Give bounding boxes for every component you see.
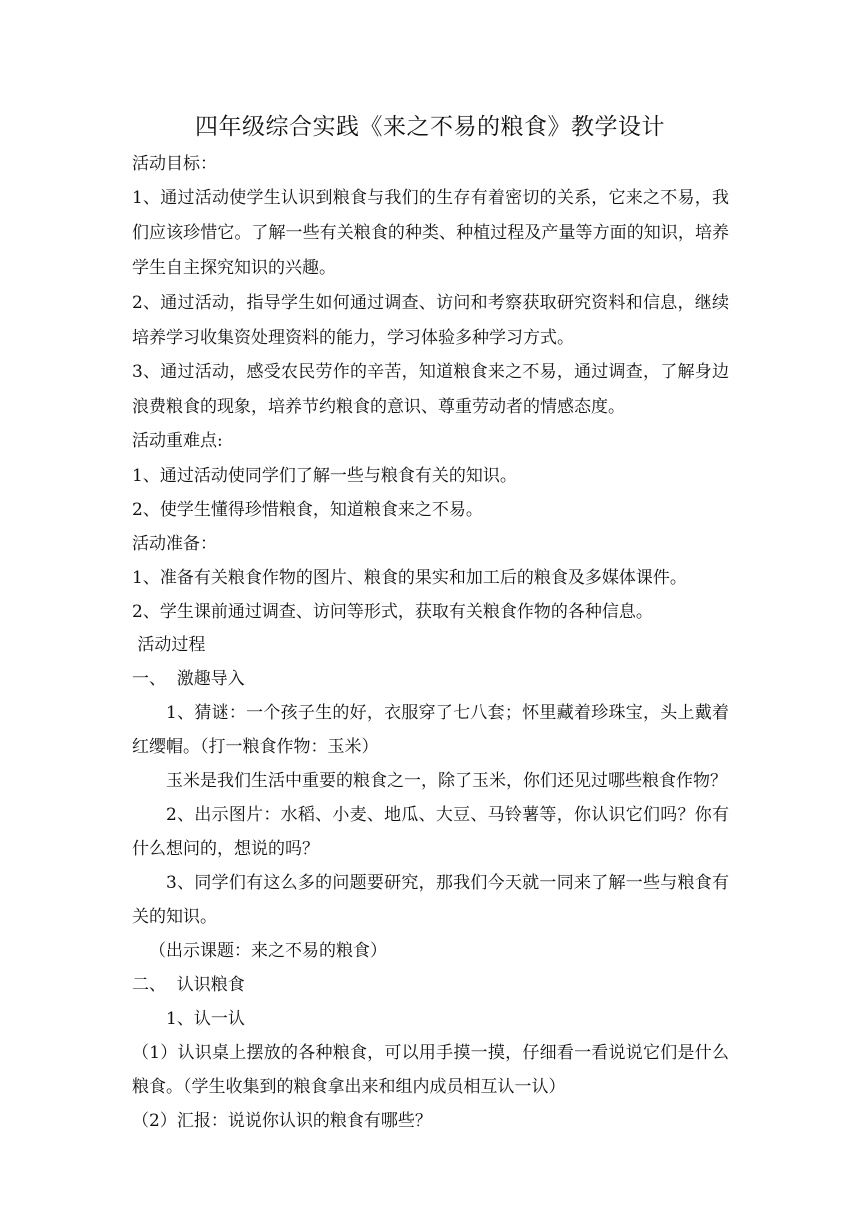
paragraph-line: 2、出示图片：水稻、小麦、地瓜、大豆、马铃薯等，你认识它们吗？你有 (166, 805, 729, 825)
paragraph-line: 培养学习收集资处理资料的能力，学习体验多种学习方式。 (132, 328, 574, 348)
paragraph-line: 2、学生课前通过调查、访问等形式，获取有关粮食作物的各种信息。 (132, 602, 653, 622)
heading-preparation: 活动准备： (132, 534, 217, 554)
section-heading-2: 二、 认识粮食 (132, 975, 245, 995)
heading-activity-goals: 活动目标： (132, 154, 217, 174)
paragraph-line: 关的知识。 (132, 907, 217, 927)
paragraph-line: 红缨帽。（打一粮食作物：玉米） (132, 737, 379, 757)
paragraph-line: 3、通过活动，感受农民劳作的辛苦，知道粮食来之不易，通过调查，了解身边 (132, 362, 729, 382)
paragraph-line: 粮食。（学生收集到的粮食拿出来和组内成员相互认一认） (132, 1077, 566, 1097)
heading-process: 活动过程 (132, 635, 206, 655)
paragraph-line: 浪费粮食的现象，培养节约粮食的意识、尊重劳动者的情感态度。 (132, 397, 625, 417)
paragraph-line: 1、准备有关粮食作物的图片、粮食的果实和加工后的粮食及多媒体课件。 (132, 568, 687, 588)
paragraph-line: 1、猜谜：一个孩子生的好，衣服穿了七八套；怀里藏着珍珠宝，头上戴着 (166, 703, 729, 723)
paragraph-line: （2）汇报：说说你认识的粮食有哪些？ (132, 1111, 432, 1131)
paragraph-line: 1、通过活动使学生认识到粮食与我们的生存有着密切的关系，它来之不易，我 (132, 188, 729, 208)
paragraph-line: 什么想问的，想说的吗？ (132, 839, 319, 859)
paragraph-line: 1、通过活动使同学们了解一些与粮食有关的知识。 (132, 466, 517, 486)
paragraph-line: 1、认一认 (166, 1009, 245, 1029)
paragraph-line: 2、使学生懂得珍惜粮食，知道粮食来之不易。 (132, 500, 483, 520)
heading-key-points: 活动重难点: (132, 431, 223, 451)
paragraph-line: 们应该珍惜它。了解一些有关粮食的种类、种植过程及产量等方面的知识，培养 (132, 223, 729, 243)
paragraph-line: 学生自主探究知识的兴趣。 (132, 258, 336, 278)
paragraph-line: 3、同学们有这么多的问题要研究，那我们今天就一同来了解一些与粮食有 (166, 873, 729, 893)
paragraph-line: （出示课题：来之不易的粮食） (149, 941, 387, 961)
section-heading-1: 一、 激趣导入 (132, 669, 245, 689)
document-title: 四年级综合实践《来之不易的粮食》教学设计 (195, 114, 665, 140)
paragraph-line: 2、通过活动，指导学生如何通过调查、访问和考察获取研究资料和信息，继续 (132, 293, 729, 313)
paragraph-line: 玉米是我们生活中重要的粮食之一，除了玉米，你们还见过哪些粮食作物？ (166, 771, 727, 791)
paragraph-line: （1）认识桌上摆放的各种粮食，可以用手摸一摸，仔细看一看说说它们是什么 (132, 1043, 729, 1063)
